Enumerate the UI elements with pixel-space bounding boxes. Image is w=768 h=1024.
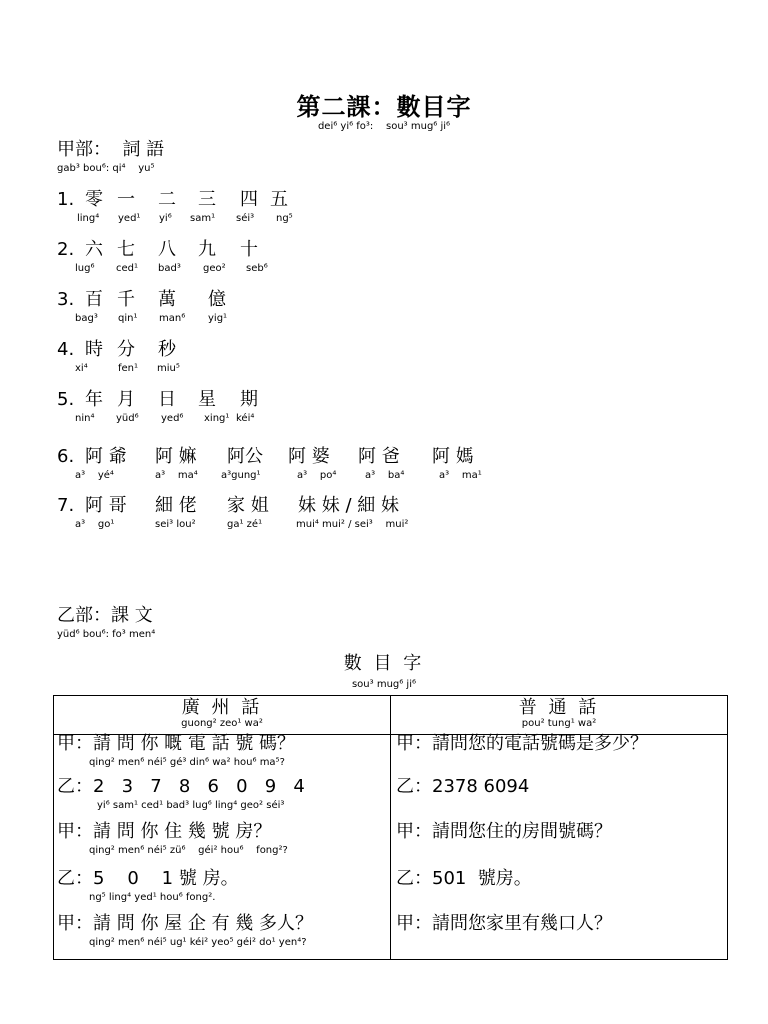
vocab-word: 阿 爺 — [85, 446, 127, 467]
vocab-word: 月 — [117, 389, 135, 410]
cantonese-line: 甲：請 問 你 屋 企 有 幾 多人？ — [57, 913, 314, 934]
col-header-cantonese-label: 廣 州 話 — [181, 697, 263, 718]
vocab-word: 八 — [158, 239, 176, 260]
vocab-pinyin: xi⁴ — [75, 363, 88, 374]
vocab-pinyin: a³ yé⁴ — [75, 470, 114, 481]
vocab-pinyin: bad³ — [158, 263, 181, 274]
mandarin-line: 乙：501 號房。 — [396, 868, 532, 889]
page-title: 第二課：數目字 — [296, 93, 472, 121]
vocab-word: 家 姐 — [227, 495, 269, 516]
vocab-pinyin: yed¹ — [118, 213, 141, 224]
vocab-word: 阿 媽 — [432, 446, 474, 467]
vocab-row-number: 6. — [57, 446, 75, 467]
vocab-pinyin: sei³ lou² — [155, 519, 196, 530]
vocab-pinyin: yed⁶ — [161, 413, 184, 424]
vocab-word: 星 — [198, 389, 216, 410]
cantonese-line-pinyin: qing² men⁶ néi⁵ zü⁶ géi² hou⁶ fong²? — [89, 845, 288, 856]
dialogue-title-pinyin: sou³ mug⁶ ji⁶ — [351, 679, 417, 690]
vocab-word: 時 — [85, 339, 103, 360]
vocab-pinyin: a³ go¹ — [75, 519, 115, 530]
vocab-word: 九 — [198, 239, 216, 260]
vocab-word: 日 — [158, 389, 176, 410]
vocab-word: 五 — [270, 189, 288, 210]
vocab-row-number: 2. — [57, 239, 75, 260]
cantonese-line-pinyin: yi⁶ sam¹ ced¹ bad³ lug⁶ ling⁴ geo² séi³ — [97, 800, 285, 811]
vocab-row-number: 5. — [57, 389, 75, 410]
vocab-word: 七 — [117, 239, 135, 260]
vocab-word: 阿 婆 — [288, 446, 330, 467]
vocab-word: 千 — [117, 289, 135, 310]
dialogue-title: 數 目 字 — [343, 653, 425, 674]
vocab-word: 萬 — [158, 289, 176, 310]
vocab-pinyin: ling⁴ — [77, 213, 100, 224]
dialogue-table — [53, 695, 728, 960]
cantonese-line-pinyin: ng⁵ ling⁴ yed¹ hou⁶ fong². — [89, 892, 216, 903]
vocab-word: 十 — [240, 239, 258, 260]
part-a-heading-pinyin: gab³ bou⁶: qi⁴ yu⁵ — [57, 163, 155, 174]
col-header-mandarin-pinyin: pou² tung¹ wa² — [521, 718, 597, 729]
mandarin-dialogue — [391, 735, 728, 960]
vocab-pinyin: séi³ — [236, 213, 255, 224]
page-title-pinyin: dei⁶ yi⁶ fo³: sou³ mug⁶ ji⁶ — [317, 121, 451, 132]
vocab-pinyin: a³ ma⁴ — [155, 470, 198, 481]
vocab-word: 阿 爸 — [358, 446, 400, 467]
vocab-word: 百 — [85, 289, 103, 310]
vocab-pinyin: yig¹ — [208, 313, 228, 324]
cantonese-line: 乙：5 0 1 號 房。 — [57, 868, 239, 889]
vocab-pinyin: a³ ba⁴ — [365, 470, 405, 481]
vocab-row-number: 3. — [57, 289, 75, 310]
cantonese-line: 乙：2 3 7 8 6 0 9 4 — [57, 776, 305, 797]
cantonese-line-pinyin: qing² men⁶ néi⁵ gé³ din⁶ wa² hou⁶ ma⁵? — [89, 757, 285, 768]
part-a-heading: 甲部： 詞 語 — [57, 139, 165, 160]
vocab-pinyin: xing¹ — [204, 413, 230, 424]
vocab-pinyin: yi⁶ — [159, 213, 172, 224]
vocab-pinyin: geo² — [203, 263, 226, 274]
vocab-pinyin: lug⁶ — [75, 263, 95, 274]
vocab-pinyin: ced¹ — [116, 263, 139, 274]
vocab-word: 分 — [117, 339, 135, 360]
vocab-row-number: 7. — [57, 495, 75, 516]
vocab-pinyin: miu⁵ — [157, 363, 180, 374]
vocab-word: 細 佬 — [155, 495, 197, 516]
cantonese-line: 甲：請 問 你 嘅 電 話 號 碼？ — [57, 733, 296, 754]
mandarin-line: 甲：請問您住的房間號碼？ — [396, 821, 612, 842]
part-b-heading: 乙部：課 文 — [57, 605, 153, 626]
part-b-heading-pinyin: yüd⁶ bou⁶: fo³ men⁴ — [57, 629, 156, 640]
vocab-pinyin: ga¹ zé¹ — [227, 519, 263, 530]
vocab-word: 三 — [198, 189, 216, 210]
vocab-row-number: 1. — [57, 189, 75, 210]
col-header-cantonese — [54, 696, 391, 735]
vocab-pinyin: ng⁵ — [276, 213, 293, 224]
cantonese-line: 甲：請 問 你 住 幾 號 房？ — [57, 821, 272, 842]
vocab-word: 期 — [240, 389, 258, 410]
vocab-word: 年 — [85, 389, 103, 410]
vocab-pinyin: mui⁴ mui² / sei³ mui² — [296, 519, 409, 530]
cantonese-dialogue — [54, 735, 391, 960]
vocab-word: 六 — [85, 239, 103, 260]
vocab-pinyin: sam¹ — [190, 213, 216, 224]
vocab-word: 阿公 — [227, 446, 263, 467]
vocab-pinyin: nin⁴ — [75, 413, 95, 424]
vocab-word: 妹 妹 / 細 妹 — [298, 495, 399, 516]
cantonese-line-pinyin: qing² men⁶ néi⁵ ug¹ kéi² yeo⁵ géi² do¹ yen⁴? — [89, 937, 307, 948]
vocab-pinyin: seb⁶ — [246, 263, 268, 274]
vocab-pinyin: qin¹ — [118, 313, 138, 324]
vocab-word: 阿 哥 — [85, 495, 127, 516]
vocab-row-number: 4. — [57, 339, 75, 360]
vocab-pinyin: a³gung¹ — [221, 470, 261, 481]
col-header-mandarin — [391, 696, 728, 735]
vocab-word: 億 — [208, 289, 226, 310]
vocab-pinyin: a³ ma¹ — [439, 470, 482, 481]
mandarin-line: 乙：2378 6094 — [396, 776, 530, 797]
vocab-word: 一 — [117, 189, 135, 210]
vocab-pinyin: yüd⁶ — [116, 413, 139, 424]
col-header-cantonese-pinyin: guong² zeo¹ wa² — [181, 718, 263, 729]
vocab-word: 秒 — [158, 339, 176, 360]
vocab-word: 阿 嫲 — [155, 446, 197, 467]
vocab-pinyin: bag³ — [75, 313, 98, 324]
vocab-pinyin: kéi⁴ — [236, 413, 255, 424]
vocab-word: 二 — [158, 189, 176, 210]
mandarin-line: 甲：請問您的電話號碼是多少？ — [396, 733, 648, 754]
vocab-pinyin: a³ po⁴ — [297, 470, 337, 481]
mandarin-line: 甲：請問您家里有幾口人？ — [396, 913, 612, 934]
vocab-pinyin: man⁶ — [159, 313, 186, 324]
vocab-word: 四 — [240, 189, 258, 210]
vocab-word: 零 — [85, 189, 103, 210]
col-header-mandarin-label: 普 通 話 — [518, 697, 600, 718]
vocab-pinyin: fen¹ — [118, 363, 139, 374]
